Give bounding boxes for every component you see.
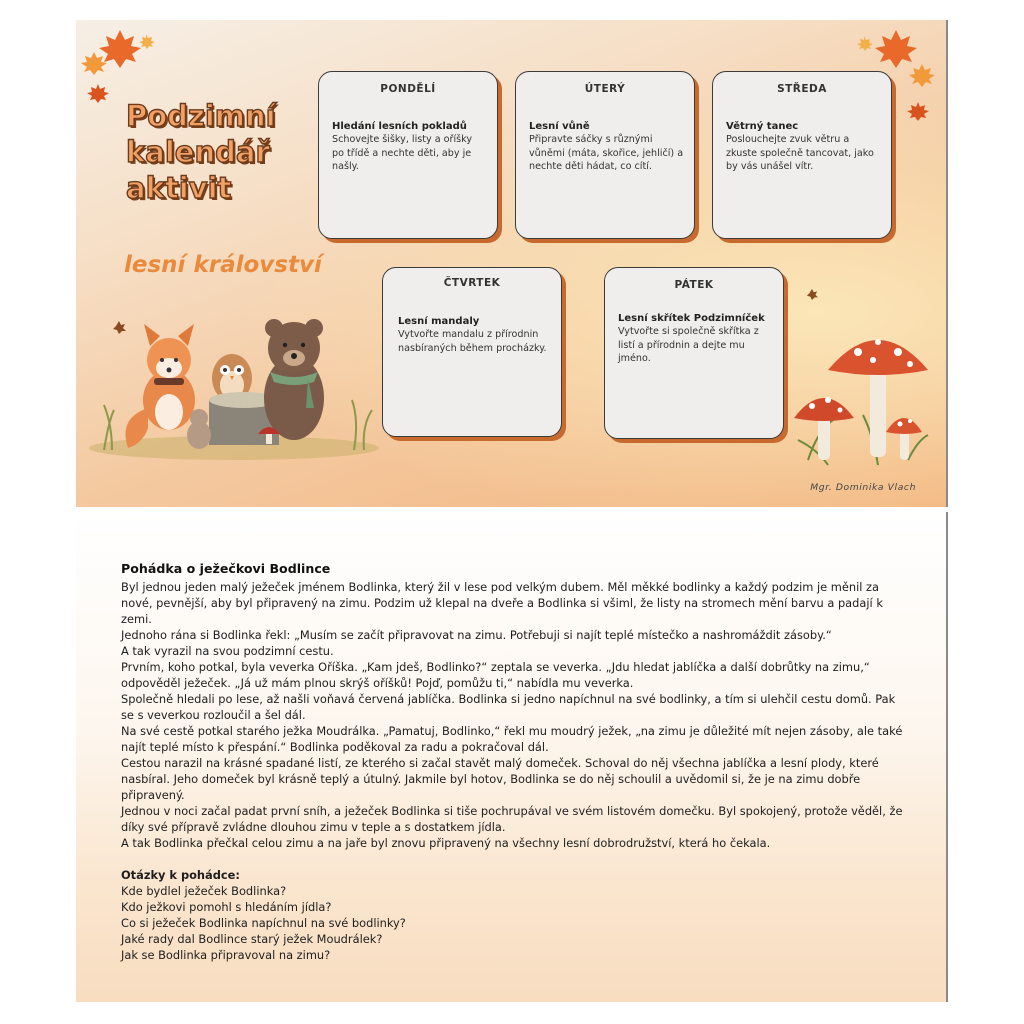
calendar-title: Podzimní kalendář aktivit <box>126 99 276 205</box>
activity-description: Připravte sáčky s různými vůněmi (máta, skořice, jehličí) a nechte děti hádat, co cítí. <box>529 134 684 173</box>
story-paragraph: Prvním, koho potkal, byla veverka Oříška. „Kam jdeš, Bodlinko?“ zeptala se veverka. „Jdu hledat jablíčka a další dobrůtky na zimu,“ odpověděl ježeček. „Já už mám plnou skrýš oříšků! Pojď, pomůžu ti,“ nabídla mu veverka. <box>121 660 870 690</box>
day-card-wednesday <box>712 71 892 239</box>
question-item: Co si ježeček Bodlinka napíchnul na své bodlinky? <box>121 916 406 930</box>
story-paragraph: A tak vyrazil na svou podzimní cestu. <box>121 644 334 658</box>
day-name: PÁTEK <box>674 279 714 291</box>
activity-description: Poslouchejte zvuk větru a zkuste společně tancovat, jako by vás unášel vítr. <box>726 134 874 173</box>
mushrooms-illustration <box>788 320 938 470</box>
question-item: Kdo ježkovi pomohl s hledáním jídla? <box>121 900 332 914</box>
day-card-tuesday <box>515 71 695 239</box>
story-text <box>121 561 911 963</box>
day-name: ÚTERÝ <box>584 83 626 95</box>
calendar-subtitle: lesní království <box>124 252 322 278</box>
calendar-page <box>76 20 946 507</box>
activity-description: Schovejte šišky, listy a oříšky po třídě a nechte děti, aby je našly. <box>332 134 473 173</box>
activity-name: Lesní mandaly <box>398 316 480 327</box>
falling-leaf-icon <box>112 320 126 334</box>
day-card-friday <box>604 267 784 439</box>
day-name: ČTVRTEK <box>443 277 501 289</box>
forest-animals-illustration <box>84 290 384 460</box>
story-paragraph: A tak Bodlinka přečkal celou zimu a na jaře byl znovu připravený na všechny lesní dobrodružství, která ho čekala. <box>121 836 771 850</box>
falling-leaf-icon <box>806 288 818 300</box>
activity-description: Vytvořte si společně skřítka z listí a přírodnin a dejte mu jméno. <box>618 326 759 365</box>
story-paragraph: Společně hledali po lese, až našli voňavá červená jablíčka. Bodlinka si jedno napíchnul na své bodlinky, a tím si ulehčil cestu domů. Pak se s veverkou rozloučil a šel dál. <box>121 692 896 722</box>
story-paragraph: Na své cestě potkal starého ježka Moudrálka. „Pamatuj, Bodlinko,“ řekl mu moudrý ježek, „na zimu je důležité mít nejen zásoby, ale také najít teplé místo k přespání.“ Bodlinka poděkoval za radu a pokračoval dál. <box>121 724 903 754</box>
story-paragraph: Jednoho rána si Bodlinka řekl: „Musím se začít připravovat na zimu. Potřebuji si najít teplé místečko a nashromáždit zásoby.“ <box>121 628 832 642</box>
activity-name: Lesní vůně <box>529 121 590 132</box>
question-item: Jaké rady dal Bodlince starý ježek Moudrálek? <box>121 932 383 946</box>
day-name: STŘEDA <box>777 83 827 95</box>
day-card-thursday <box>382 267 562 437</box>
story-page <box>76 512 946 1002</box>
story-paragraph: Cestou narazil na krásné spadané listí, ze kterého si začal stavět malý domeček. Schoval do něj všechna jablíčka a lesní plody, které nasbíral. Jeho domeček byl krásně teplý a útulný. Jakmile byl hotov, Bodlinka se do něj schoulil a uvědomil si, že je na zimu dobře připravený. <box>121 756 879 802</box>
questions-title: Otázky k pohádce: <box>121 868 240 882</box>
activity-name: Hledání lesních pokladů <box>332 121 467 132</box>
activity-description: Vytvořte mandalu z přírodnin nasbíraných během procházky. <box>398 329 547 354</box>
activity-name: Lesní skřítek Podzimníček <box>618 313 765 324</box>
question-item: Jak se Bodlinka připravoval na zimu? <box>121 948 331 962</box>
story-paragraph: Byl jednou jeden malý ježeček jménem Bodlinka, který žil v lese pod velkým dubem. Měl měkké bodlinky a každý podzim je měnil za nové, pevnější, aby byl připravený na zimu. Podzim už klepal na dveře a Bodlinka si všiml, že listy na stromech mění barvu a padají k zemi. <box>121 580 883 626</box>
question-item: Kde bydlel ježeček Bodlinka? <box>121 884 287 898</box>
activity-name: Větrný tanec <box>726 121 799 132</box>
day-card-monday <box>318 71 498 239</box>
story-title: Pohádka o ježečkovi Bodlince <box>121 561 331 576</box>
story-paragraph: Jednou v noci začal padat první sníh, a ježeček Bodlinka si tiše pochrupával ve svém listovém domečku. Byl spokojený, protože věděl, že díky své přípravě zvládne dlouhou zimu v teple a s dostatkem jídla. <box>121 804 903 834</box>
author-credit: Mgr. Dominika Vlach <box>810 482 916 493</box>
day-name: PONDĚLÍ <box>380 83 436 95</box>
